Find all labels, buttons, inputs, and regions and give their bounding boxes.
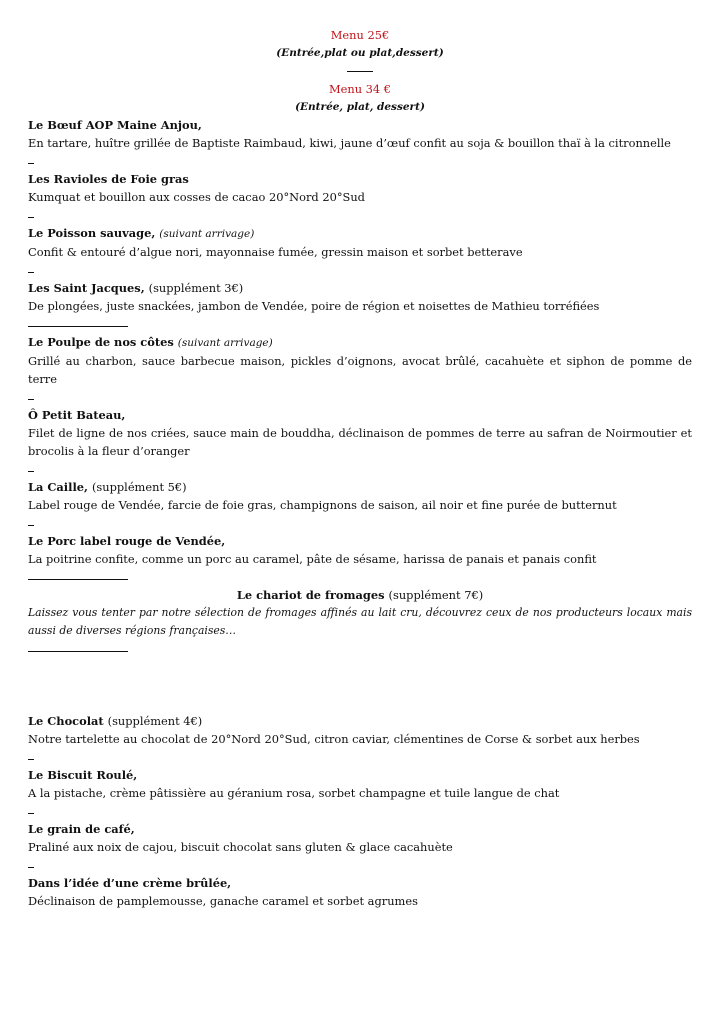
dish-title: Les Saint Jacques, <box>28 281 145 295</box>
dish-divider <box>28 856 692 874</box>
dish-title: Le grain de café, <box>28 822 135 836</box>
menu-separator <box>28 62 692 80</box>
dish-note: (suivant arrivage) <box>177 337 273 349</box>
menu-34-title: Menu 34 € <box>328 82 392 96</box>
dish-title: Le Poisson sauvage, <box>28 226 156 240</box>
dessert-item <box>28 766 692 802</box>
starter-item <box>28 170 692 206</box>
dish-description: Praliné aux noix de cajou, biscuit chocolat sans gluten & glace cacahuète <box>28 840 453 854</box>
dish-description: Grillé au charbon, sauce barbecue maison, pickles d’oignons, avocat brûlé, cacahuète et siphon de pomme de terre <box>28 354 692 386</box>
dish-divider <box>28 748 692 766</box>
dish-description: A la pistache, crème pâtissière au géranium rosa, sorbet champagne et tuile langue de chat <box>28 786 560 800</box>
dish-title: Le Porc label rouge de Vendée, <box>28 534 226 548</box>
starter-item <box>28 224 692 261</box>
dish-description: Confit & entouré d’algue nori, mayonnaise fumée, gressin maison et sorbet betterave <box>28 245 523 259</box>
dish-description: Filet de ligne de nos criées, sauce main de bouddha, déclinaison de pommes de terre au safran de Noirmoutier et brocolis à la fleur d’oranger <box>28 426 692 458</box>
menu-34-subtitle: (Entrée, plat, dessert) <box>295 101 425 113</box>
dish-divider <box>28 152 692 170</box>
dish-title: Le Bœuf AOP Maine Anjou, <box>28 118 202 132</box>
dessert-item <box>28 712 692 748</box>
main-item <box>28 478 692 514</box>
section-divider <box>28 568 692 586</box>
cheese-description: Laissez vous tenter par notre sélection de fromages affinés au lait cru, découvrez ceux de nos producteurs locaux mais aussi de diverses régions françaises… <box>28 606 692 637</box>
dish-divider <box>28 261 692 279</box>
dessert-item <box>28 820 692 856</box>
dessert-item <box>28 874 692 910</box>
starter-item <box>28 279 692 315</box>
main-item <box>28 406 692 460</box>
dish-description: Kumquat et bouillon aux cosses de cacao 20°Nord 20°Sud <box>28 190 365 204</box>
menu-page <box>28 26 692 910</box>
main-item <box>28 532 692 568</box>
dish-divider <box>28 514 692 532</box>
dish-description: En tartare, huître grillée de Baptiste Raimbaud, kiwi, jaune d’œuf confit au soja & bouillon thaï à la citronnelle <box>28 136 671 150</box>
menu-25-title: Menu 25€ <box>330 28 390 42</box>
cheese-section <box>28 586 692 640</box>
dish-divider <box>28 802 692 820</box>
dish-description: Déclinaison de pamplemousse, ganache caramel et sorbet agrumes <box>28 894 418 908</box>
dish-title: Les Ravioles de Foie gras <box>28 172 189 186</box>
main-item <box>28 333 692 388</box>
dish-divider <box>28 460 692 478</box>
menu-25-subtitle: (Entrée,plat ou plat,dessert) <box>276 47 444 59</box>
dish-note: (suivant arrivage) <box>159 228 255 240</box>
dish-divider <box>28 206 692 224</box>
dish-title: Le Biscuit Roulé, <box>28 768 138 782</box>
dish-title: Ô Petit Bateau, <box>28 408 126 422</box>
section-divider <box>28 640 692 658</box>
dish-divider <box>28 388 692 406</box>
dish-description: Label rouge de Vendée, farcie de foie gras, champignons de saison, ail noir et fine purée de butternut <box>28 498 617 512</box>
dish-description: Notre tartelette au chocolat de 20°Nord 20°Sud, citron caviar, clémentines de Corse & sorbet aux herbes <box>28 732 640 746</box>
dish-note: (supplément 4€) <box>107 714 203 728</box>
starter-item <box>28 116 692 152</box>
dish-title: Dans l’idée d’une crème brûlée, <box>28 876 232 890</box>
dish-description: La poitrine confite, comme un porc au caramel, pâte de sésame, harissa de panais et panais confit <box>28 552 597 566</box>
dish-note: (supplément 3€) <box>148 281 244 295</box>
cheese-note: (supplément 7€) <box>388 588 484 602</box>
dish-description: De plongées, juste snackées, jambon de Vendée, poire de région et noisettes de Mathieu torréfiées <box>28 299 600 313</box>
dish-title: Le Poulpe de nos côtes <box>28 335 174 349</box>
dish-note: (supplément 5€) <box>91 480 187 494</box>
cheese-title: Le chariot de fromages <box>236 588 385 602</box>
section-divider <box>28 315 692 333</box>
dish-title: Le Chocolat <box>28 714 104 728</box>
dish-title: La Caille, <box>28 480 88 494</box>
